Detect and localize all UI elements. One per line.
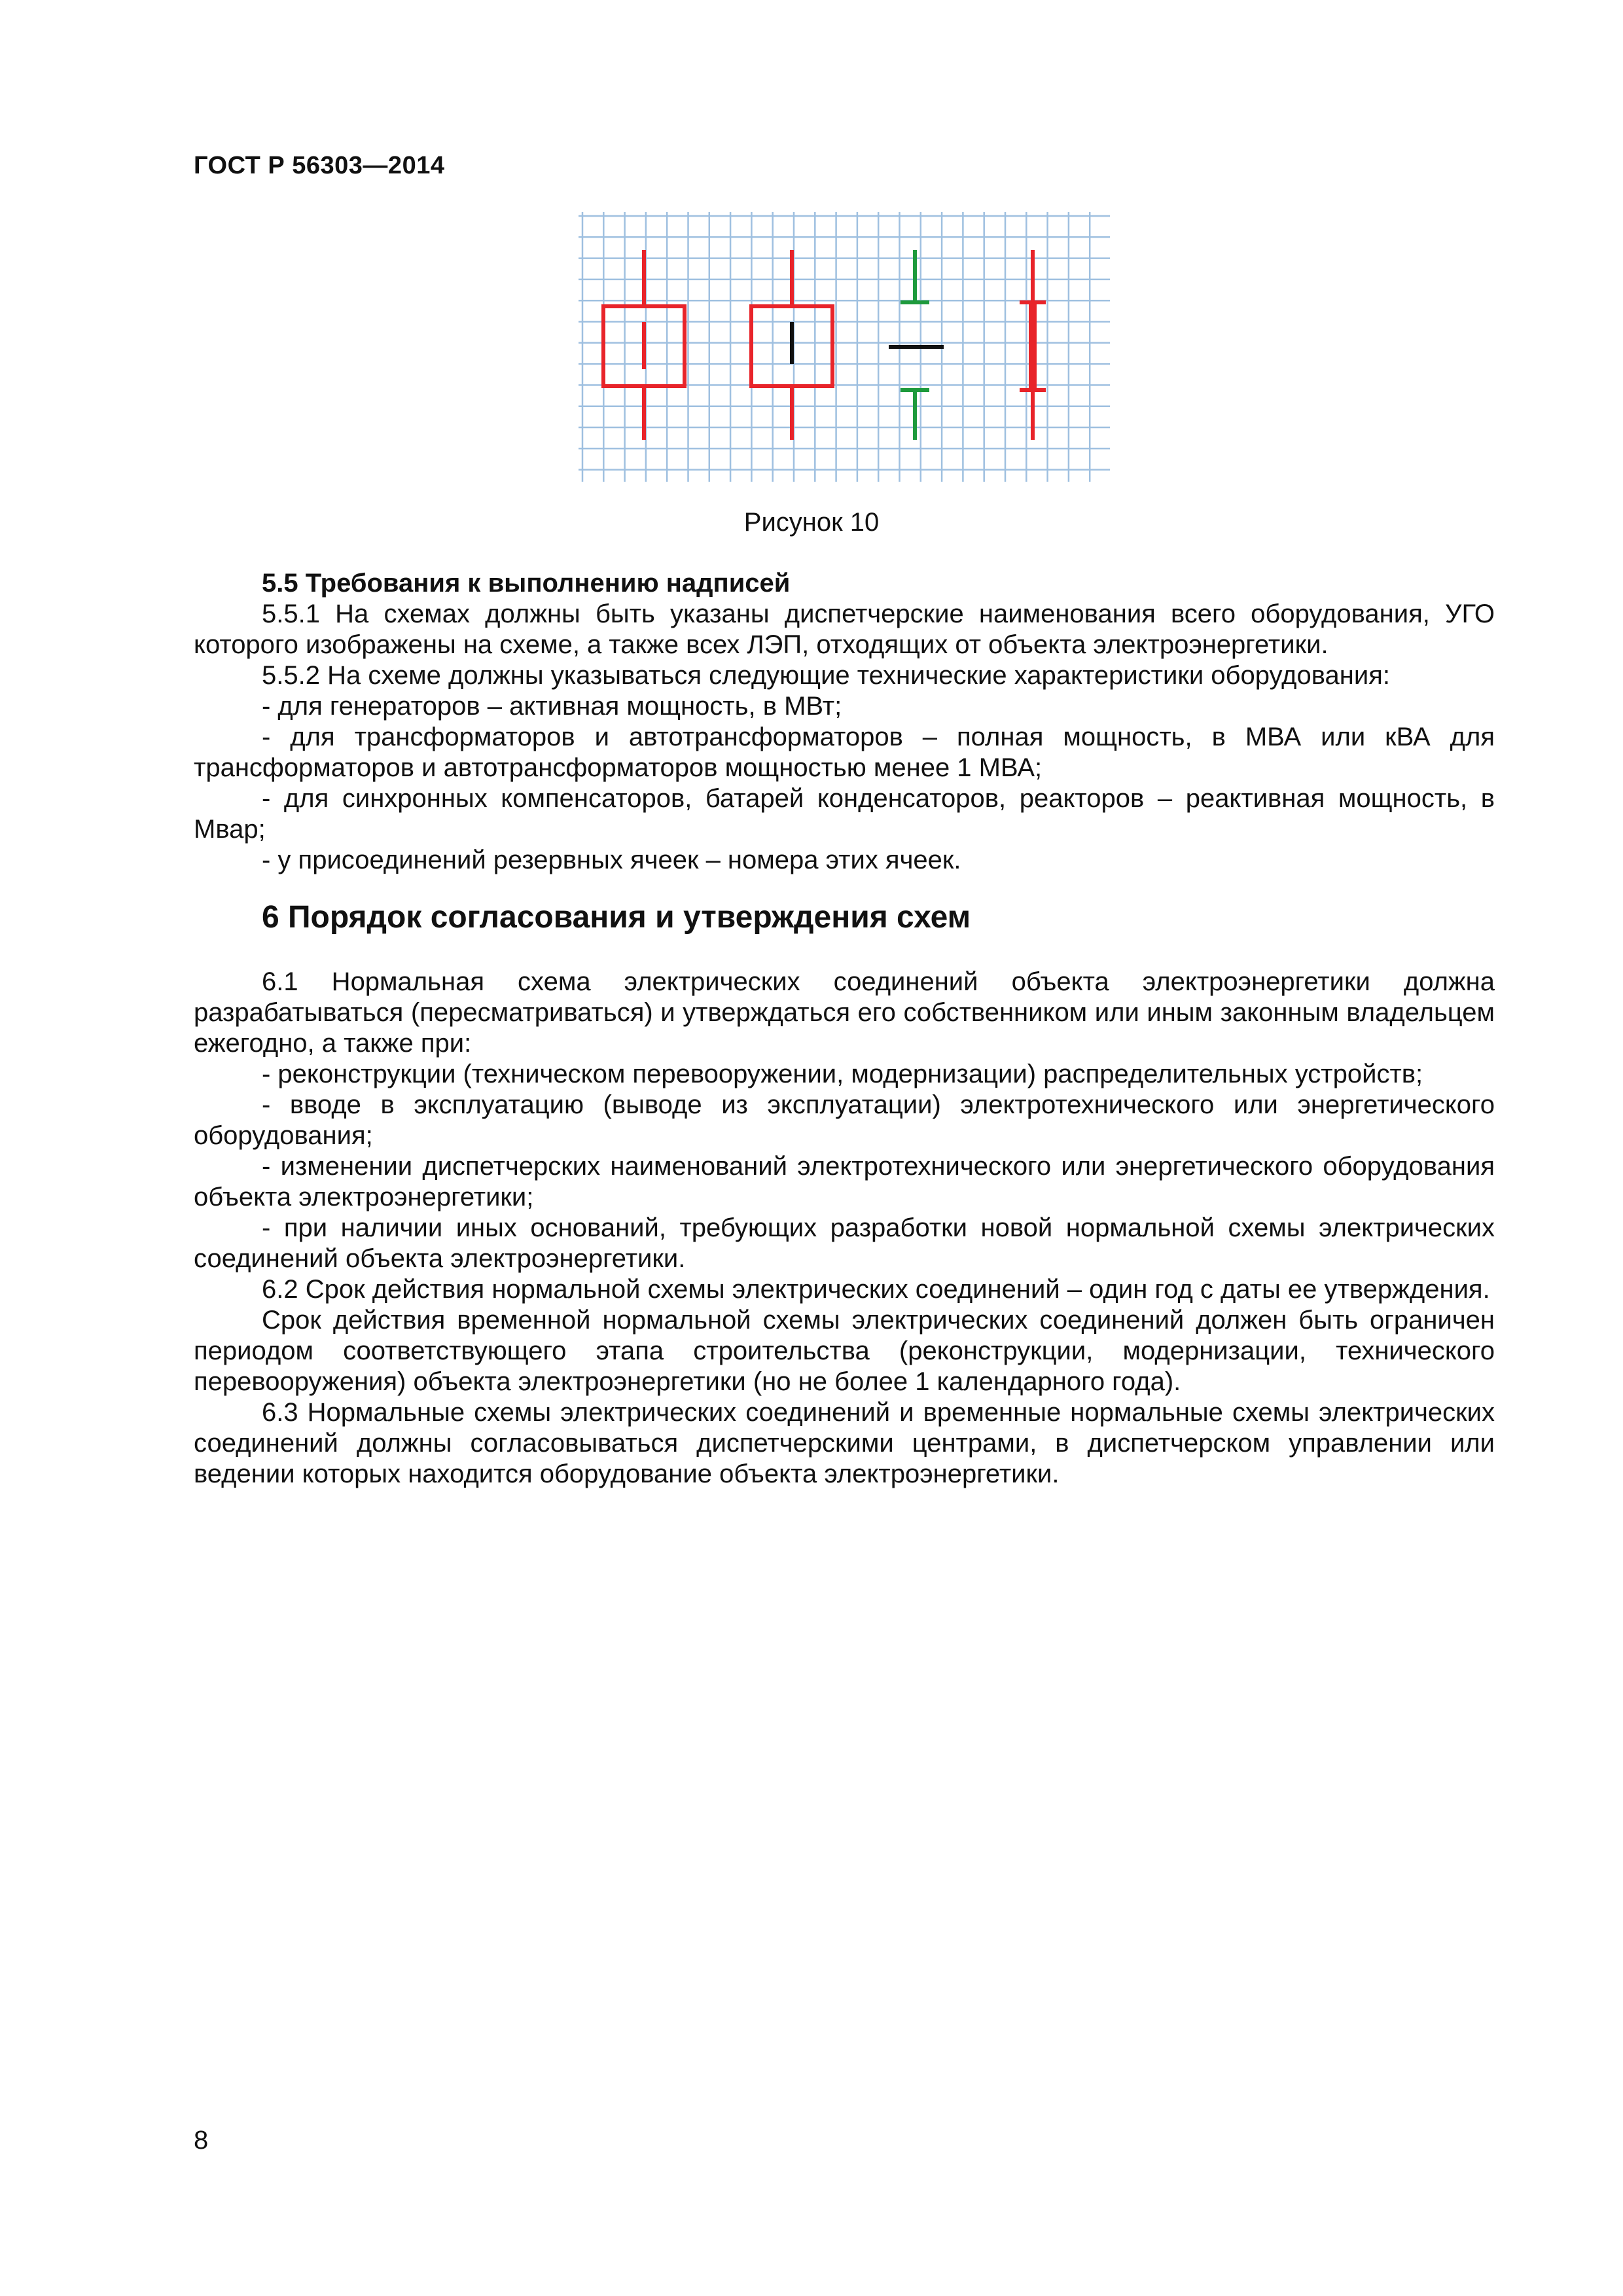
capacitor-symbol: [889, 250, 944, 440]
list-item: - изменении диспетчерских наименований электротехнического или энергетического оборудования объекта электроэнергетики;: [194, 1152, 1495, 1211]
paragraph-6-3: 6.3 Нормальные схемы электрических соединений и временные нормальные схемы электрических соединений должны согласовываться диспетчерскими центрами, в диспетчерском управлении или ведении которых находится оборудование объекта электроэнергетики.: [194, 1398, 1495, 1488]
document-body: [194, 568, 1495, 1490]
element-with-bar-symbol: [603, 250, 685, 440]
list-item: - для генераторов – активная мощность, в МВт;: [262, 692, 842, 721]
document-header: ГОСТ Р 56303—2014: [194, 152, 445, 179]
list-item: - при наличии иных оснований, требующих разработки новой нормальной схемы электрических соединений объекта электроэнергетики.: [194, 1213, 1495, 1273]
paragraph-6-1: 6.1 Нормальная схема электрических соединений объекта электроэнергетики должна разрабатываться (пересматриваться) и утверждаться его собственником или иным законным владельцем ежегодно, а также при:: [194, 967, 1495, 1058]
list-item: - для трансформаторов и автотрансформаторов – полная мощность, в МВА или кВА для трансформаторов и автотрансформаторов мощностью менее 1 МВА;: [194, 723, 1495, 782]
section-5-5-title: 5.5 Требования к выполнению надписей: [262, 569, 791, 598]
element-with-black-bar-symbol: [751, 250, 832, 440]
paragraph-6-2: 6.2 Срок действия нормальной схемы электрических соединений – один год с даты ее утверждения.: [262, 1275, 1490, 1304]
figure-10-diagram: [576, 209, 1113, 484]
page-number: 8: [194, 2126, 209, 2155]
list-item: - у присоединений резервных ячеек – номера этих ячеек.: [262, 846, 961, 874]
vertical-element-symbol: [1020, 250, 1046, 440]
section-6-title: 6 Порядок согласования и утверждения схем: [262, 900, 971, 935]
list-item: - вводе в эксплуатацию (выводе из эксплуатации) электротехнического или энергетического оборудования;: [194, 1090, 1495, 1150]
list-item: - для синхронных компенсаторов, батарей конденсаторов, реакторов – реактивная мощность, в Мвар;: [194, 784, 1495, 844]
paragraph-5-5-1: 5.5.1 На схемах должны быть указаны диспетчерские наименования всего оборудования, УГО которого изображены на схеме, а также всех ЛЭП, отходящих от объекта электроэнергетики.: [194, 600, 1495, 659]
list-item: - реконструкции (техническом перевооружении, модернизации) распределительных устройств;: [262, 1060, 1423, 1088]
paragraph-6-2-continued: Срок действия временной нормальной схемы электрических соединений должен быть ограничен периодом соответствующего этапа строительства (реконструкции, модернизации, технического перевооружения) объекта электроэнергетики (но не более 1 календарного года).: [194, 1306, 1495, 1396]
paragraph-5-5-2: 5.5.2 На схеме должны указываться следующие технические характеристики оборудования:: [262, 661, 1391, 690]
figure-caption: Рисунок 10: [743, 508, 880, 537]
